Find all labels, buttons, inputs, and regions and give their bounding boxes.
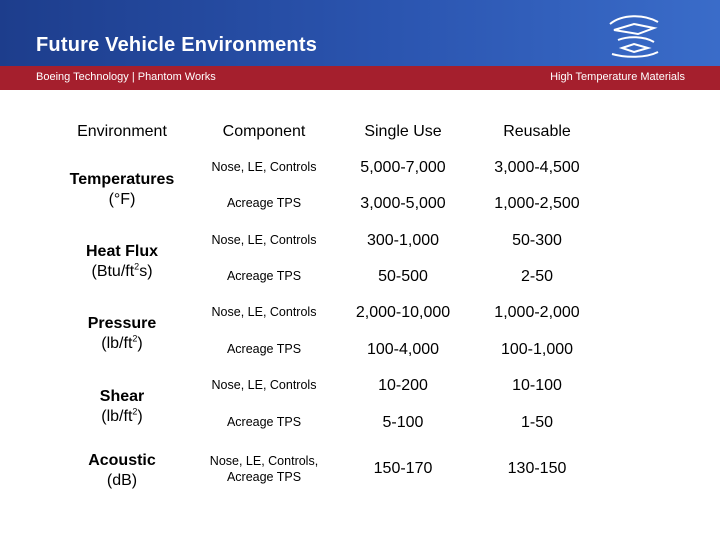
- environment-unit: (dB): [106, 472, 138, 489]
- environment-name: Acoustic: [88, 452, 156, 469]
- component-cell: Acreage TPS: [226, 342, 302, 357]
- reusable-cell: 50-300: [512, 232, 562, 249]
- environment-name: Heat Flux: [85, 243, 158, 260]
- single-use-cell: 150-170: [373, 460, 433, 477]
- reusable-cell: 1-50: [520, 414, 554, 431]
- single-use-cell: 50-500: [378, 268, 428, 285]
- subtitle-bar: [0, 66, 720, 90]
- column-header-component: Component: [222, 123, 306, 140]
- component-line: Nose, LE, Controls,: [209, 454, 319, 469]
- reusable-cell: 3,000-4,500: [494, 159, 580, 176]
- single-use-cell: 10-200: [378, 377, 428, 394]
- organization-label: Boeing Technology | Phantom Works: [36, 71, 216, 83]
- reusable-cell: 1,000-2,000: [494, 304, 580, 321]
- single-use-cell: 2,000-10,000: [355, 304, 451, 321]
- environment-shear: [52, 377, 192, 437]
- environment-name: Shear: [99, 388, 145, 405]
- reusable-cell: 130-150: [507, 460, 567, 477]
- component-cell: Nose, LE, Controls: [211, 160, 317, 175]
- column-header-reusable: Reusable: [503, 123, 571, 140]
- component-cell: Acreage TPS: [226, 269, 302, 284]
- environment-name: Pressure: [87, 315, 157, 332]
- environment-unit: $(lb/ft^2)$: [101, 333, 143, 352]
- single-use-cell: 3,000-5,000: [360, 195, 446, 212]
- environment-heat-flux: [52, 232, 192, 292]
- single-use-cell: 100-4,000: [366, 341, 440, 358]
- component-cell: Acreage TPS: [226, 415, 302, 430]
- single-use-cell: 5,000-7,000: [360, 159, 446, 176]
- environment-temperatures: [52, 160, 192, 220]
- environment-pressure: [52, 304, 192, 364]
- reusable-cell: 2-50: [520, 268, 554, 285]
- page-title: Future Vehicle Environments: [36, 34, 318, 56]
- component-cell: Nose, LE, Controls: [211, 233, 317, 248]
- environment-acoustic: [52, 443, 192, 499]
- single-use-cell: 300-1,000: [366, 232, 440, 249]
- component-line: Acreage TPS: [226, 470, 302, 484]
- component-cell: Acreage TPS: [226, 196, 302, 211]
- vehicle-logo-icon: [604, 10, 664, 60]
- environment-name: Temperatures: [69, 171, 175, 188]
- component-cell: [194, 446, 334, 494]
- reusable-cell: 100-1,000: [500, 341, 574, 358]
- environment-unit: $(lb/ft^2)$: [101, 406, 143, 425]
- column-header-environment: Environment: [77, 123, 167, 140]
- single-use-cell: 5-100: [382, 414, 424, 431]
- environment-unit: (°F): [108, 191, 136, 208]
- component-cell: Nose, LE, Controls: [211, 378, 317, 393]
- reusable-cell: 1,000-2,500: [494, 195, 580, 212]
- column-header-single-use: Single Use: [364, 123, 442, 140]
- topic-label: High Temperature Materials: [550, 71, 685, 83]
- component-cell: Nose, LE, Controls: [211, 305, 317, 320]
- reusable-cell: 10-100: [512, 377, 562, 394]
- title-banner: [0, 0, 720, 66]
- environment-unit: $(Btu/ft^2s)$: [91, 261, 153, 280]
